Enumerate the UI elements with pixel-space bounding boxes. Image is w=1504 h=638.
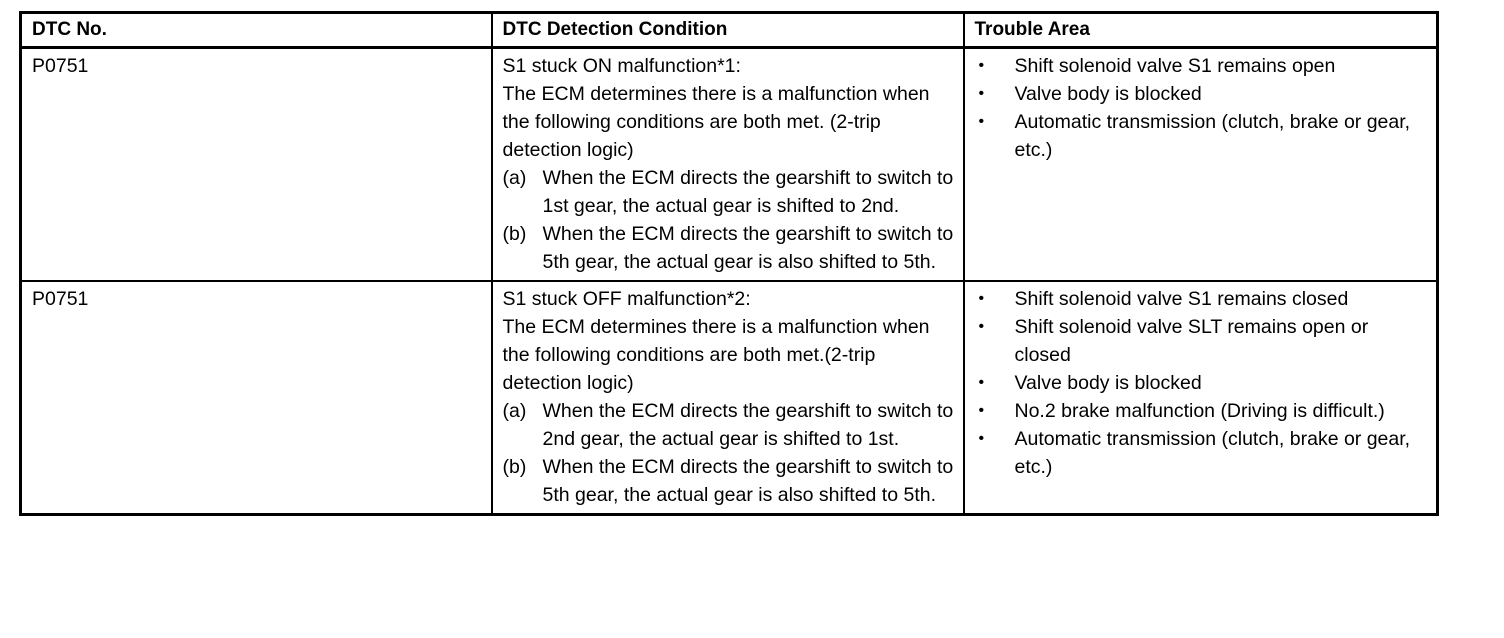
trouble-area-list <box>975 285 1431 481</box>
bullet-icon: • <box>978 430 985 447</box>
trouble-area-cell <box>964 281 1438 515</box>
trouble-area-text: Automatic transmission (clutch, brake or gear, etc.) <box>1014 428 1411 478</box>
sub-condition-item <box>503 220 957 276</box>
header-detection-condition: DTC Detection Condition <box>492 13 964 48</box>
dtc-code-cell: P0751 <box>21 48 492 282</box>
header-trouble-area: Trouble Area <box>964 13 1438 48</box>
bullet-icon: • <box>978 290 985 307</box>
trouble-area-item <box>975 313 1431 369</box>
condition-title: S1 stuck ON malfunction*1: <box>502 55 741 77</box>
sub-condition-list <box>503 397 957 509</box>
sub-condition-marker: (a) <box>502 400 527 422</box>
trouble-area-text: Valve body is blocked <box>1014 83 1202 105</box>
condition-text: The ECM determines there is a malfunction when the following conditions are both met.(2-trip detection logic) <box>502 316 930 394</box>
trouble-area-item <box>975 369 1431 397</box>
detection-condition-cell <box>492 48 964 282</box>
header-dtc-no: DTC No. <box>21 13 492 48</box>
sub-condition-text: When the ECM directs the gearshift to switch to 2nd gear, the actual gear is shifted to 1st. <box>542 400 954 450</box>
trouble-area-text: No.2 brake malfunction (Driving is difficult.) <box>1014 400 1385 422</box>
sub-condition-marker: (b) <box>502 456 527 478</box>
bullet-icon: • <box>978 85 985 102</box>
sub-condition-text: When the ECM directs the gearshift to switch to 1st gear, the actual gear is shifted to 2nd. <box>542 167 954 217</box>
table-row <box>21 281 1438 515</box>
table-header-row <box>21 13 1438 48</box>
detection-condition-cell <box>492 281 964 515</box>
bullet-icon: • <box>978 113 985 130</box>
condition-text: The ECM determines there is a malfunction when the following conditions are both met. (2-trip detection logic) <box>502 83 930 161</box>
dtc-table <box>19 11 1439 516</box>
trouble-area-item <box>975 108 1431 164</box>
condition-title: S1 stuck OFF malfunction*2: <box>502 288 751 310</box>
trouble-area-item <box>975 425 1431 481</box>
trouble-area-text: Shift solenoid valve S1 remains open <box>1014 55 1336 77</box>
sub-condition-marker: (a) <box>502 167 527 189</box>
bullet-icon: • <box>978 402 985 419</box>
sub-condition-marker: (b) <box>502 223 527 245</box>
trouble-area-text: Valve body is blocked <box>1014 372 1202 394</box>
sub-condition-list <box>503 164 957 276</box>
trouble-area-text: Shift solenoid valve SLT remains open or closed <box>1014 316 1369 366</box>
trouble-area-item <box>975 285 1431 313</box>
bullet-icon: • <box>978 374 985 391</box>
trouble-area-cell <box>964 48 1438 282</box>
sub-condition-text: When the ECM directs the gearshift to switch to 5th gear, the actual gear is also shifted to 5th. <box>542 223 954 273</box>
sub-condition-item <box>503 453 957 509</box>
bullet-icon: • <box>978 318 985 335</box>
bullet-icon: • <box>978 57 985 74</box>
table-row <box>21 48 1438 282</box>
trouble-area-item <box>975 52 1431 80</box>
sub-condition-text: When the ECM directs the gearshift to switch to 5th gear, the actual gear is also shifted to 5th. <box>542 456 954 506</box>
sub-condition-item <box>503 164 957 220</box>
trouble-area-text: Shift solenoid valve S1 remains closed <box>1014 288 1349 310</box>
trouble-area-text: Automatic transmission (clutch, brake or gear, etc.) <box>1014 111 1411 161</box>
trouble-area-list <box>975 52 1431 164</box>
sub-condition-item <box>503 397 957 453</box>
dtc-code-cell: P0751 <box>21 281 492 515</box>
trouble-area-item <box>975 397 1431 425</box>
trouble-area-item <box>975 80 1431 108</box>
